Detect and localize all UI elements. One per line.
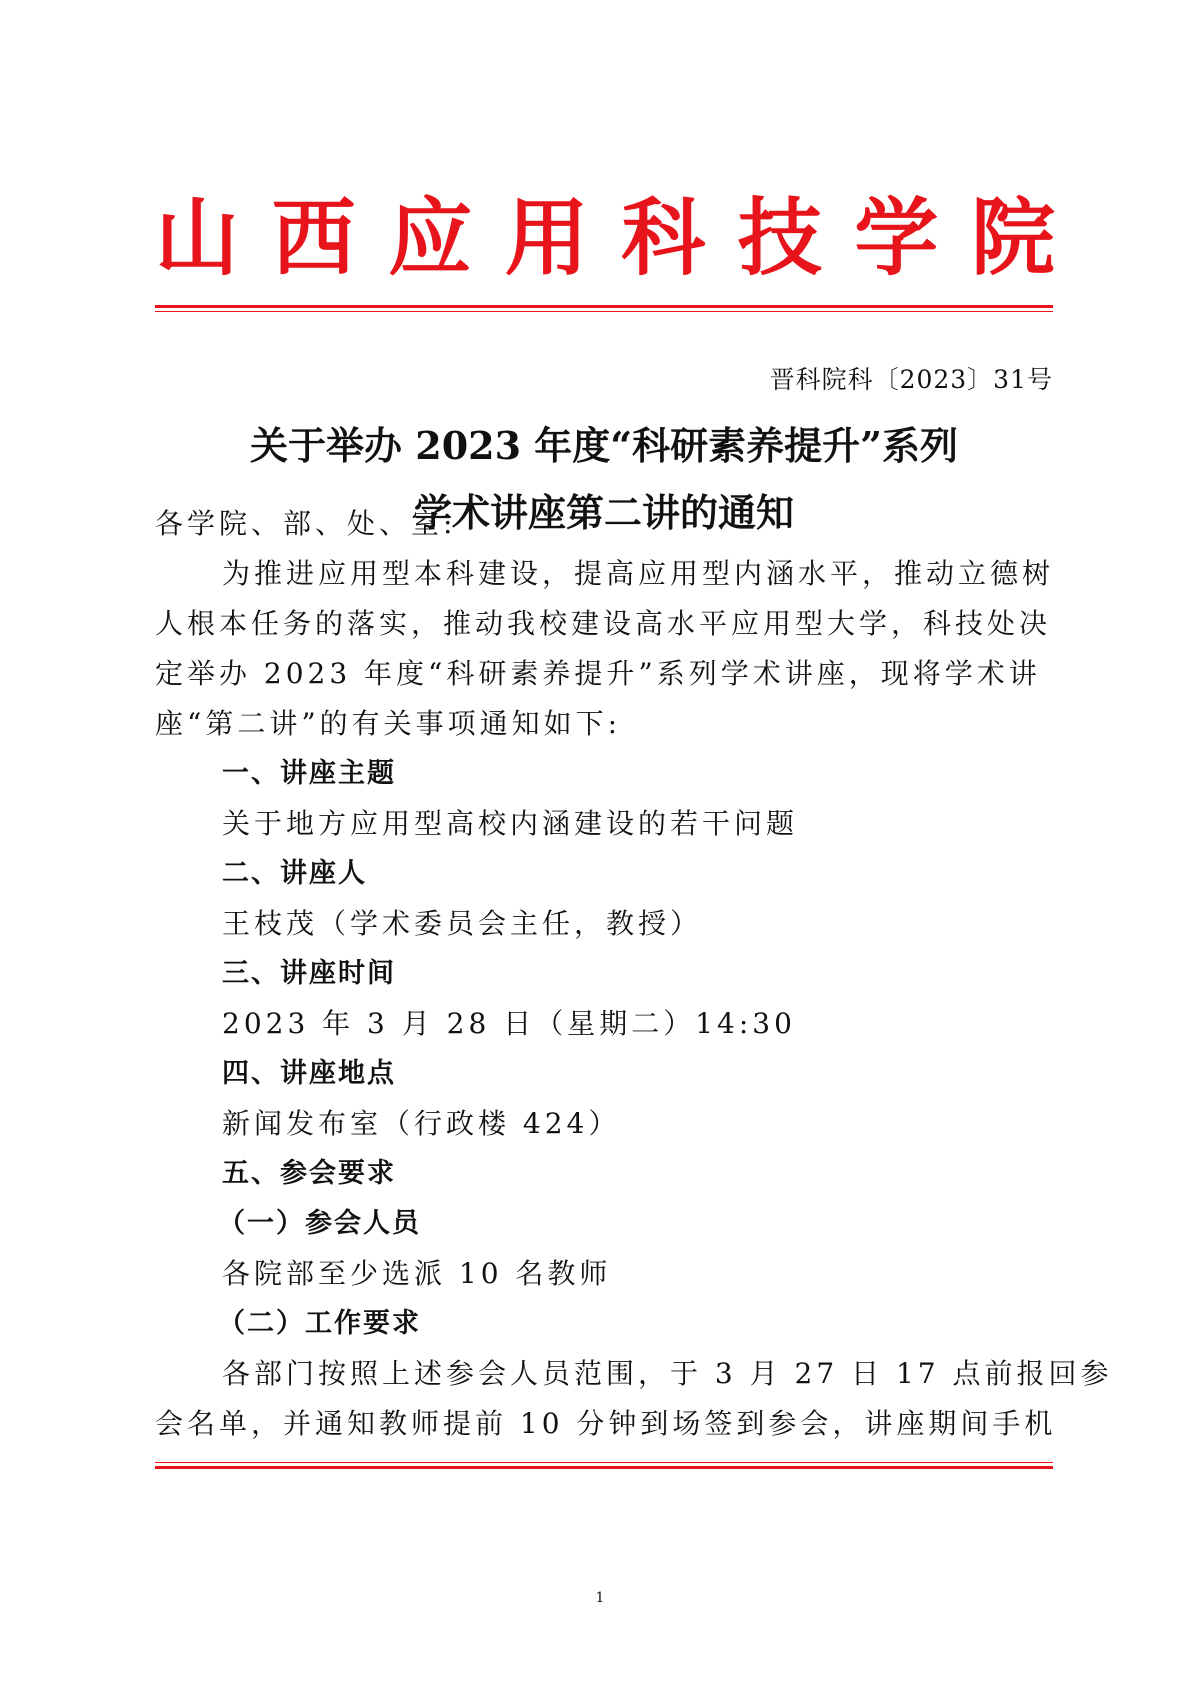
intro-line: 为推进应用型本科建设，提高应用型内涵水平，推动立德树 xyxy=(222,557,1055,590)
masthead-char: 技 xyxy=(737,188,822,287)
masthead-red-rule xyxy=(155,305,1053,312)
page-number: 1 xyxy=(595,1590,605,1606)
section-body-time: 2023 年 3 月 28 日（星期二）14:30 xyxy=(222,1007,796,1040)
masthead-char: 用 xyxy=(504,188,589,287)
footer-red-rule xyxy=(155,1462,1053,1469)
masthead-char: 院 xyxy=(970,188,1055,287)
subsection-body-work-line: 各部门按照上述参会人员范围，于 3 月 27 日 17 点前报回参 xyxy=(222,1357,1113,1390)
subsection-body-attendees: 各院部至少选派 10 名教师 xyxy=(222,1257,612,1290)
salutation: 各学院、部、处、室: xyxy=(155,507,457,540)
section-heading-requirements: 五、参会要求 xyxy=(222,1158,396,1189)
subsection-heading-attendees: （一）参会人员 xyxy=(218,1208,421,1239)
masthead-char: 山 xyxy=(155,188,240,287)
subsection-heading-work: （二）工作要求 xyxy=(218,1308,421,1339)
notice-title-line-2: 学术讲座第二讲的通知 xyxy=(413,490,794,535)
section-body-place: 新闻发布室（行政楼 424） xyxy=(222,1107,621,1140)
notice-title-line-1: 关于举办 2023 年度“科研素养提升”系列 xyxy=(250,423,958,468)
subsection-body-work-line: 会名单，并通知教师提前 10 分钟到场签到参会，讲座期间手机 xyxy=(155,1407,1057,1440)
masthead-char: 科 xyxy=(621,188,706,287)
intro-line: 定举办 2023 年度“科研素养提升”系列学术讲座，现将学术讲 xyxy=(155,657,1041,690)
section-body-topic: 关于地方应用型高校内涵建设的若干问题 xyxy=(222,807,799,840)
intro-line: 人根本任务的落实，推动我校建设高水平应用型大学，科技处决 xyxy=(155,607,1052,640)
section-heading-time: 三、讲座时间 xyxy=(222,958,396,989)
section-heading-topic: 一、讲座主题 xyxy=(222,758,396,789)
masthead-char: 学 xyxy=(854,188,939,287)
masthead-institution-name xyxy=(155,188,1055,288)
section-body-speaker: 王枝茂（学术委员会主任，教授） xyxy=(222,907,703,940)
document-number: 晋科院科〔2023〕31号 xyxy=(769,365,1053,394)
masthead-char: 应 xyxy=(388,188,473,287)
section-heading-speaker: 二、讲座人 xyxy=(222,858,367,889)
section-heading-place: 四、讲座地点 xyxy=(222,1058,396,1089)
intro-line: 座“第二讲”的有关事项通知如下: xyxy=(155,707,622,740)
masthead-char: 西 xyxy=(271,188,356,287)
